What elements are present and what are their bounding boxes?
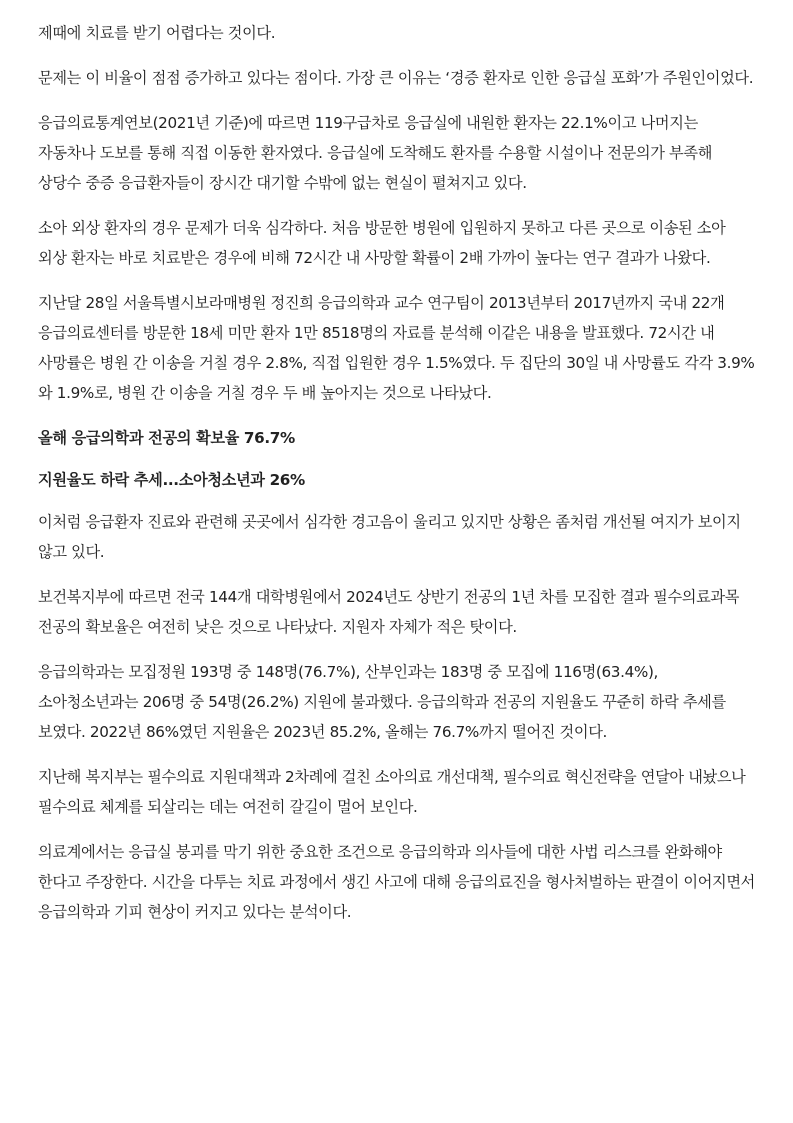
article-body: [38, 18, 756, 942]
paragraph: 응급의학과는 모집정원 193명 중 148명(76.7%), 산부인과는 183명 중 모집에 116명(63.4%), 소아청소년과는 206명 중 54명(26.2%) 지원에 불과했다. 응급의학과 전공의 지원율도 꾸준히 하락 추세를 보였다. 2022년 86%였던 지원율은 2023년 85.2%, 올해는 76.7%까지 떨어진 것이다.: [38, 663, 726, 741]
paragraph: 문제는 이 비율이 점점 증가하고 있다는 점이다. 가장 큰 이유는 ‘경증 환자로 인한 응급실 포화’가 주원인이었다.: [38, 69, 754, 87]
paragraph: 소아 외상 환자의 경우 문제가 더욱 심각하다. 처음 방문한 병원에 입원하지 못하고 다른 곳으로 이송된 소아 외상 환자는 바로 치료받은 경우에 비해 72시간 내 사망할 확률이 2배 가까이 높다는 연구 결과가 나왔다.: [38, 219, 726, 267]
paragraph: 지난달 28일 서울특별시보라매병원 정진희 응급의학과 교수 연구팀이 2013년부터 2017년까지 국내 22개 응급의료센터를 방문한 18세 미만 환자 1만 8518명의 자료를 분석해 이같은 내용을 발표했다. 72시간 내 사망률은 병원 간 이송을 거칠 경우 2.8%, 직접 입원한 경우 1.5%였다. 두 집단의 30일 내 사망률도 각각 3.9%와 1.9%로, 병원 간 이송을 거칠 경우 두 배 높아지는 것으로 나타났다.: [38, 294, 755, 402]
paragraph: 지난해 복지부는 필수의료 지원대책과 2차례에 걸친 소아의료 개선대책, 필수의료 혁신전략을 연달아 내놨으나 필수의료 체계를 되살리는 데는 여전히 갈길이 멀어 보인다.: [38, 768, 746, 816]
subheading: 지원율도 하락 추세...소아청소년과 26%: [38, 471, 305, 489]
paragraph: 제때에 치료를 받기 어렵다는 것이다.: [38, 24, 276, 42]
paragraph: 이처럼 응급환자 진료와 관련해 곳곳에서 심각한 경고음이 울리고 있지만 상황은 좀처럼 개선될 여지가 보이지 않고 있다.: [38, 513, 741, 561]
paragraph: 의료계에서는 응급실 붕괴를 막기 위한 중요한 조건으로 응급의학과 의사들에 대한 사법 리스크를 완화해야 한다고 주장한다. 시간을 다투는 치료 과정에서 생긴 사고에 대해 응급의료진을 형사처벌하는 판결이 이어지면서 응급의학과 기피 현상이 커지고 있다는 분석이다.: [38, 843, 755, 921]
subheading: 올해 응급의학과 전공의 확보율 76.7%: [38, 429, 295, 447]
paragraph: 응급의료통계연보(2021년 기준)에 따르면 119구급차로 응급실에 내원한 환자는 22.1%이고 나머지는 자동차나 도보를 통해 직접 이동한 환자였다. 응급실에 도착해도 환자를 수용할 시설이나 전문의가 부족해 상당수 중증 응급환자들이 장시간 대기할 수밖에 없는 현실이 펼쳐지고 있다.: [38, 114, 713, 192]
paragraph: 보건복지부에 따르면 전국 144개 대학병원에서 2024년도 상반기 전공의 1년 차를 모집한 결과 필수의료과목 전공의 확보율은 여전히 낮은 것으로 나타났다. 지원자 자체가 적은 탓이다.: [38, 588, 740, 636]
